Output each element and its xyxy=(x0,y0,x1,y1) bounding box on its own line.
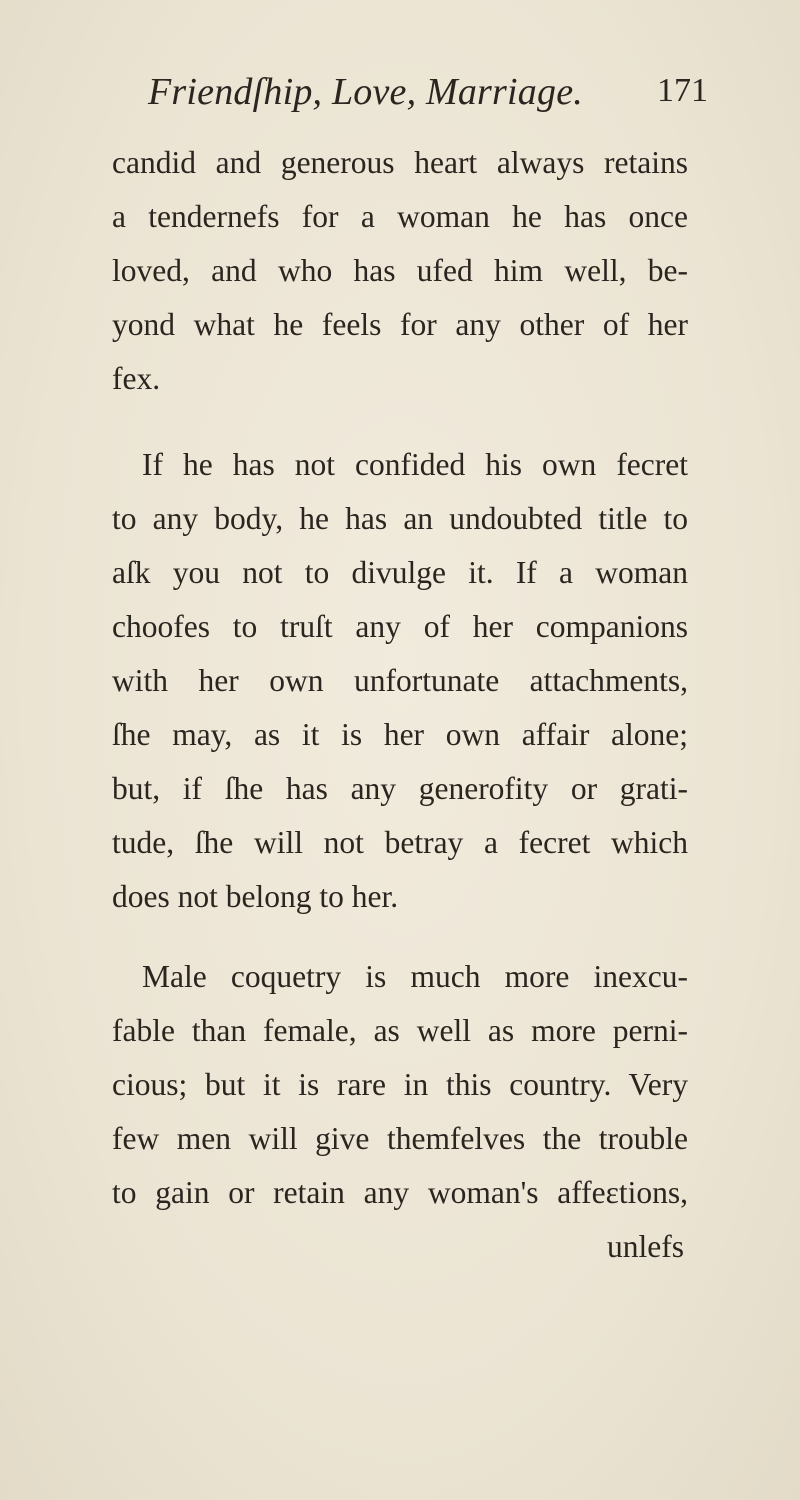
text-line: few men will give themfelves the trouble xyxy=(112,1121,688,1156)
text-line: ſhe may, as it is her own affair alone; xyxy=(112,717,688,752)
text-line: to any body, he has an undoubted title to xyxy=(112,501,688,536)
page-header xyxy=(148,70,708,120)
text-line: loved, and who has ufed him well, be- xyxy=(112,253,688,288)
paragraph-2 xyxy=(112,438,688,924)
text-line: does not belong to her. xyxy=(112,879,399,914)
text-line: fex. xyxy=(112,361,161,396)
text-line: tude, ſhe will not betray a fecret which xyxy=(112,825,688,860)
text-line: but, if ſhe has any generofity or grati- xyxy=(112,771,688,806)
paragraph-spacer xyxy=(112,406,688,438)
page-number: 171 xyxy=(657,72,708,109)
text-line: aſk you not to divulge it. If a woman xyxy=(112,555,688,590)
text-line: to gain or retain any woman's affeɛtions, xyxy=(112,1175,688,1210)
catchword: unlefs xyxy=(607,1229,684,1264)
text-line: fable than female, as well as more perni- xyxy=(112,1013,688,1048)
text-line: a tendernefs for a woman he has once xyxy=(112,199,688,234)
body-text xyxy=(112,136,688,1274)
paragraph-1 xyxy=(112,136,688,406)
text-line: yond what he feels for any other of her xyxy=(112,307,688,342)
running-title: Friendſhip, Love, Marriage. xyxy=(148,71,583,113)
text-line: cious; but it is rare in this country. Very xyxy=(112,1067,688,1102)
text-line: candid and generous heart always retains xyxy=(112,145,688,180)
text-line: If he has not confided his own fecret xyxy=(142,447,688,482)
text-line: choofes to truſt any of her companions xyxy=(112,609,688,644)
text-line: Male coquetry is much more inexcu- xyxy=(142,959,688,994)
text-line: with her own unfortunate attachments, xyxy=(112,663,688,698)
paragraph-spacer xyxy=(112,924,688,950)
paragraph-3 xyxy=(112,950,688,1220)
